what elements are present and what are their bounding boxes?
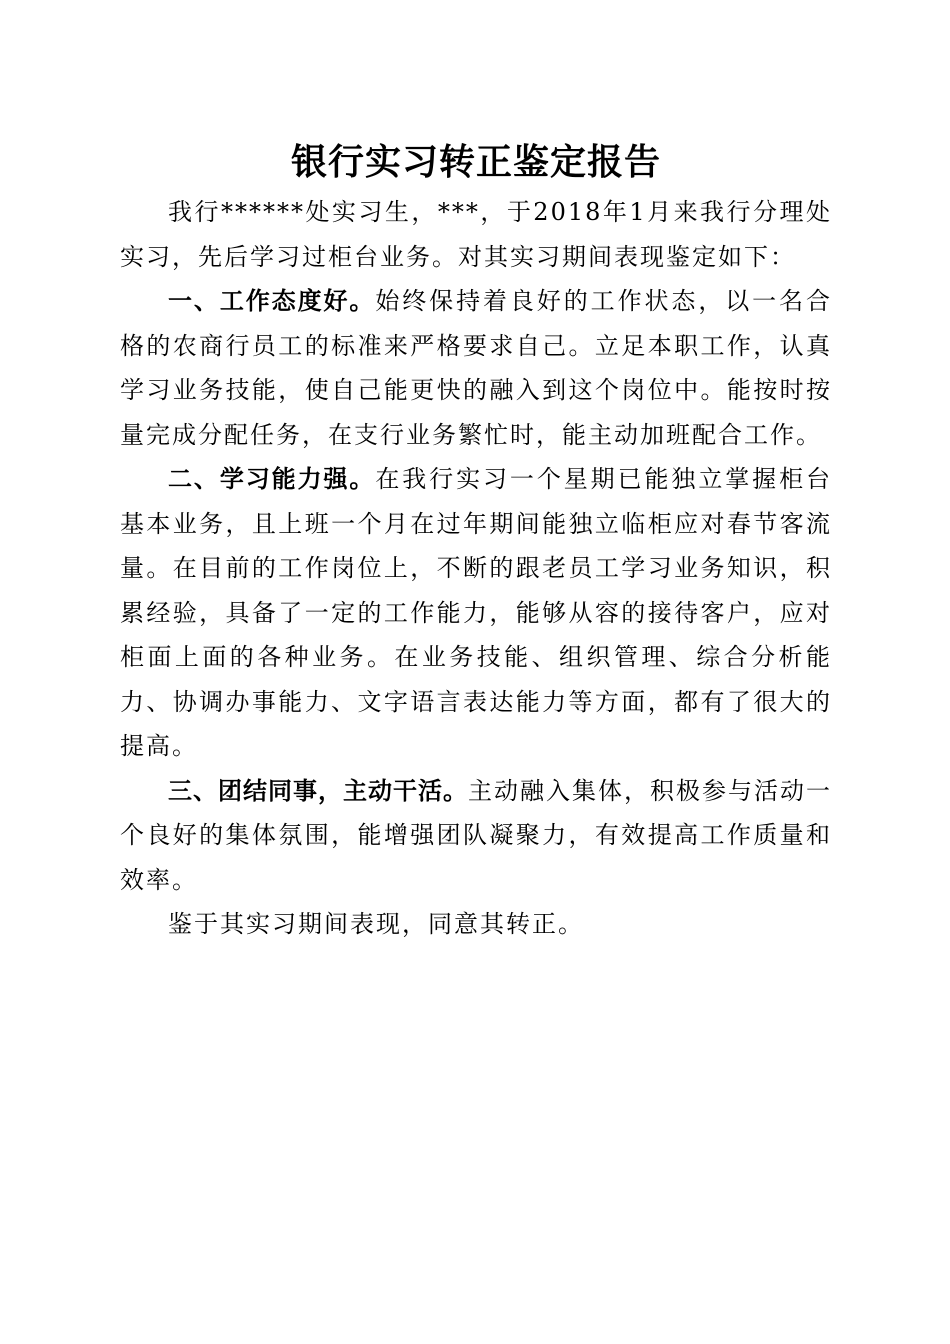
section-body: 主动融入集体，积极参与活动一个良好的集体氛围，能增强团队凝聚力，有效提高工作质量和效率。 bbox=[120, 776, 832, 894]
section-learning-ability bbox=[120, 457, 832, 769]
document-title: 银行实习转正鉴定报告 bbox=[290, 141, 661, 183]
section-teamwork bbox=[120, 769, 832, 903]
conclusion-paragraph: 鉴于其实习期间表现，同意其转正。 bbox=[168, 910, 584, 938]
section-body: 始终保持着良好的工作状态，以一名合格的农商行员工的标准来严格要求自己。立足本职工作，认真学习业务技能，使自己能更快的融入到这个岗位中。能按时按量完成分配任务，在支行业务繁忙时，能主动加班配合工作。 bbox=[120, 287, 833, 449]
document-page bbox=[120, 140, 832, 947]
intro-paragraph: 我行******处实习生，***，于2018年1月来我行分理处实习，先后学习过柜台业务。对其实习期间表现鉴定如下： bbox=[120, 198, 832, 271]
section-heading: 一、工作态度好。 bbox=[168, 287, 376, 315]
section-work-attitude bbox=[120, 279, 832, 457]
section-body: 在我行实习一个星期已能独立掌握柜台基本业务，且上班一个月在过年期间能独立临柜应对春节客流量。在目前的工作岗位上，不断的跟老员工学习业务知识，积累经验，具备了一定的工作能力，能够从容的接待客户，应对柜面上面的各种业务。在业务技能、组织管理、综合分析能力、协调办事能力、文字语言表达能力等方面，都有了很大的提高。 bbox=[120, 465, 833, 760]
section-heading: 三、团结同事，主动干活。 bbox=[168, 776, 468, 805]
section-heading: 二、学习能力强。 bbox=[168, 465, 376, 493]
